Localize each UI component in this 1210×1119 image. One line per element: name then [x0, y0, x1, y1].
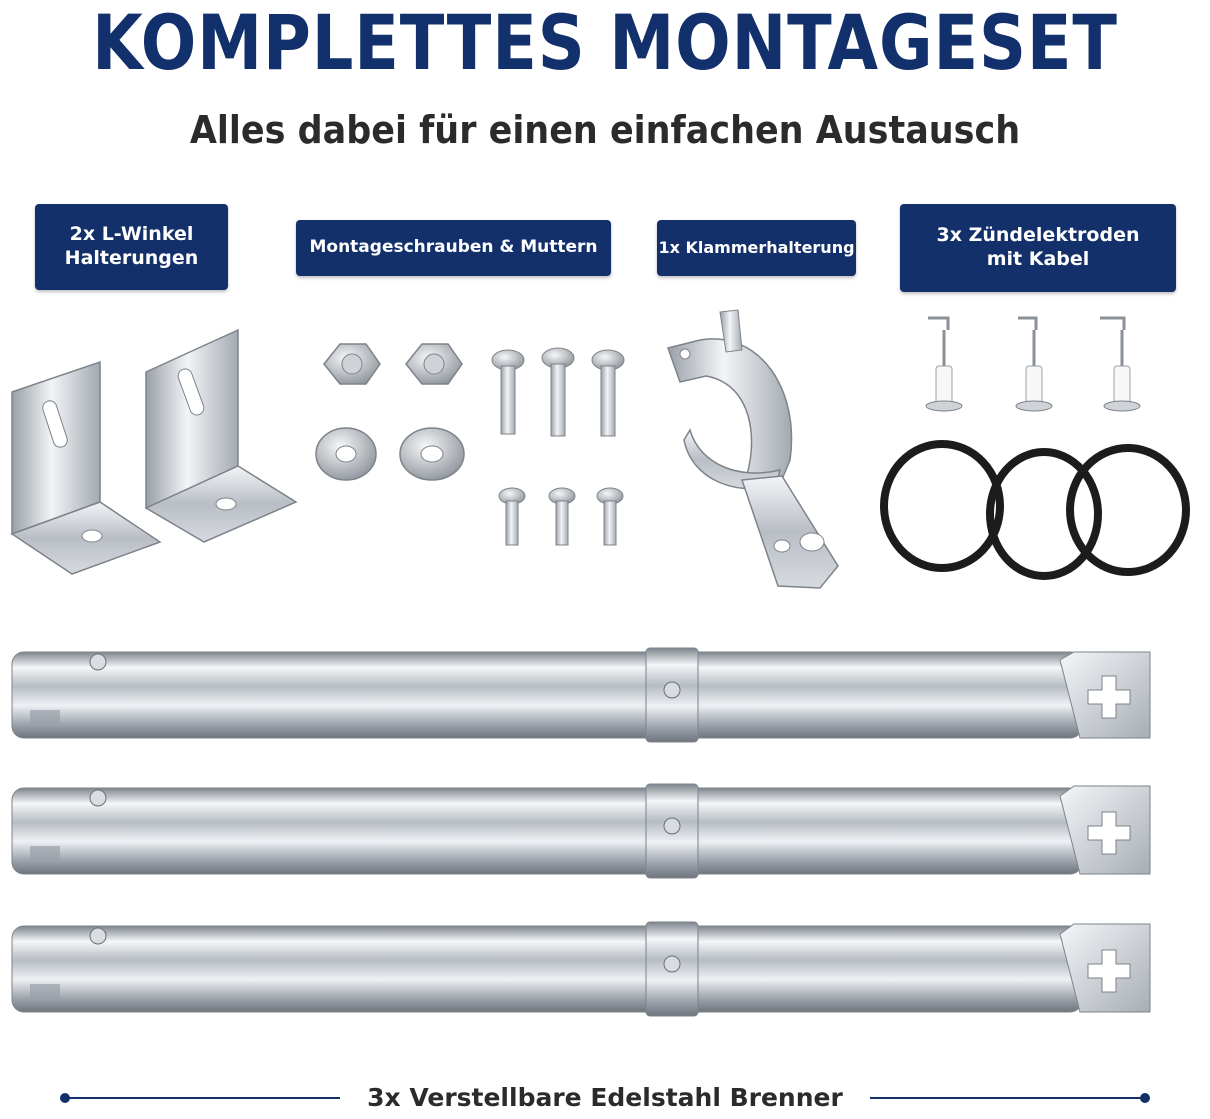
screw-icon [492, 350, 524, 434]
burners-illustration [0, 630, 1210, 1050]
l-bracket-icon [12, 362, 160, 574]
ignition-electrode-icon [884, 318, 1000, 568]
footer-caption: 3x Verstellbare Edelstahl Brenner [340, 1080, 870, 1116]
label-screws-nuts-text: Montageschrauben & Muttern [309, 237, 598, 258]
footer-divider-dot [60, 1093, 70, 1103]
screw-icon [597, 488, 623, 545]
label-screws-nuts [296, 220, 611, 276]
parts-illustration [0, 290, 1210, 630]
ignition-electrode-icon [1070, 318, 1186, 572]
screw-icon [542, 348, 574, 436]
label-ignition-electrodes [900, 204, 1176, 292]
hex-nut-icon [324, 344, 380, 384]
burner-tube [12, 922, 1150, 1016]
washer-icon [316, 428, 376, 480]
clamp-bracket-icon [668, 310, 838, 588]
label-l-brackets-text: 2x L-Winkel Halterungen [64, 223, 199, 269]
l-bracket-icon [146, 330, 296, 542]
screw-icon [592, 350, 624, 436]
label-l-brackets [35, 204, 228, 290]
hex-nut-icon [406, 344, 462, 384]
washer-icon [400, 428, 464, 480]
label-clamp-bracket [657, 220, 856, 276]
burner-tube [12, 648, 1150, 742]
screw-icon [499, 488, 525, 545]
page-subtitle: Alles dabei für einen einfachen Austausch [189, 108, 1021, 152]
label-clamp-bracket-text: 1x Klammerhalterung [658, 238, 855, 257]
ignition-electrode-icon [990, 318, 1098, 576]
footer-divider-dot [1140, 1093, 1150, 1103]
burner-tube [12, 784, 1150, 878]
screw-icon [549, 488, 575, 545]
page-title: KOMPLETTES MONTAGESET [92, 0, 1118, 87]
label-ignition-electrodes-text: 3x Zündelektroden mit Kabel [936, 224, 1140, 270]
